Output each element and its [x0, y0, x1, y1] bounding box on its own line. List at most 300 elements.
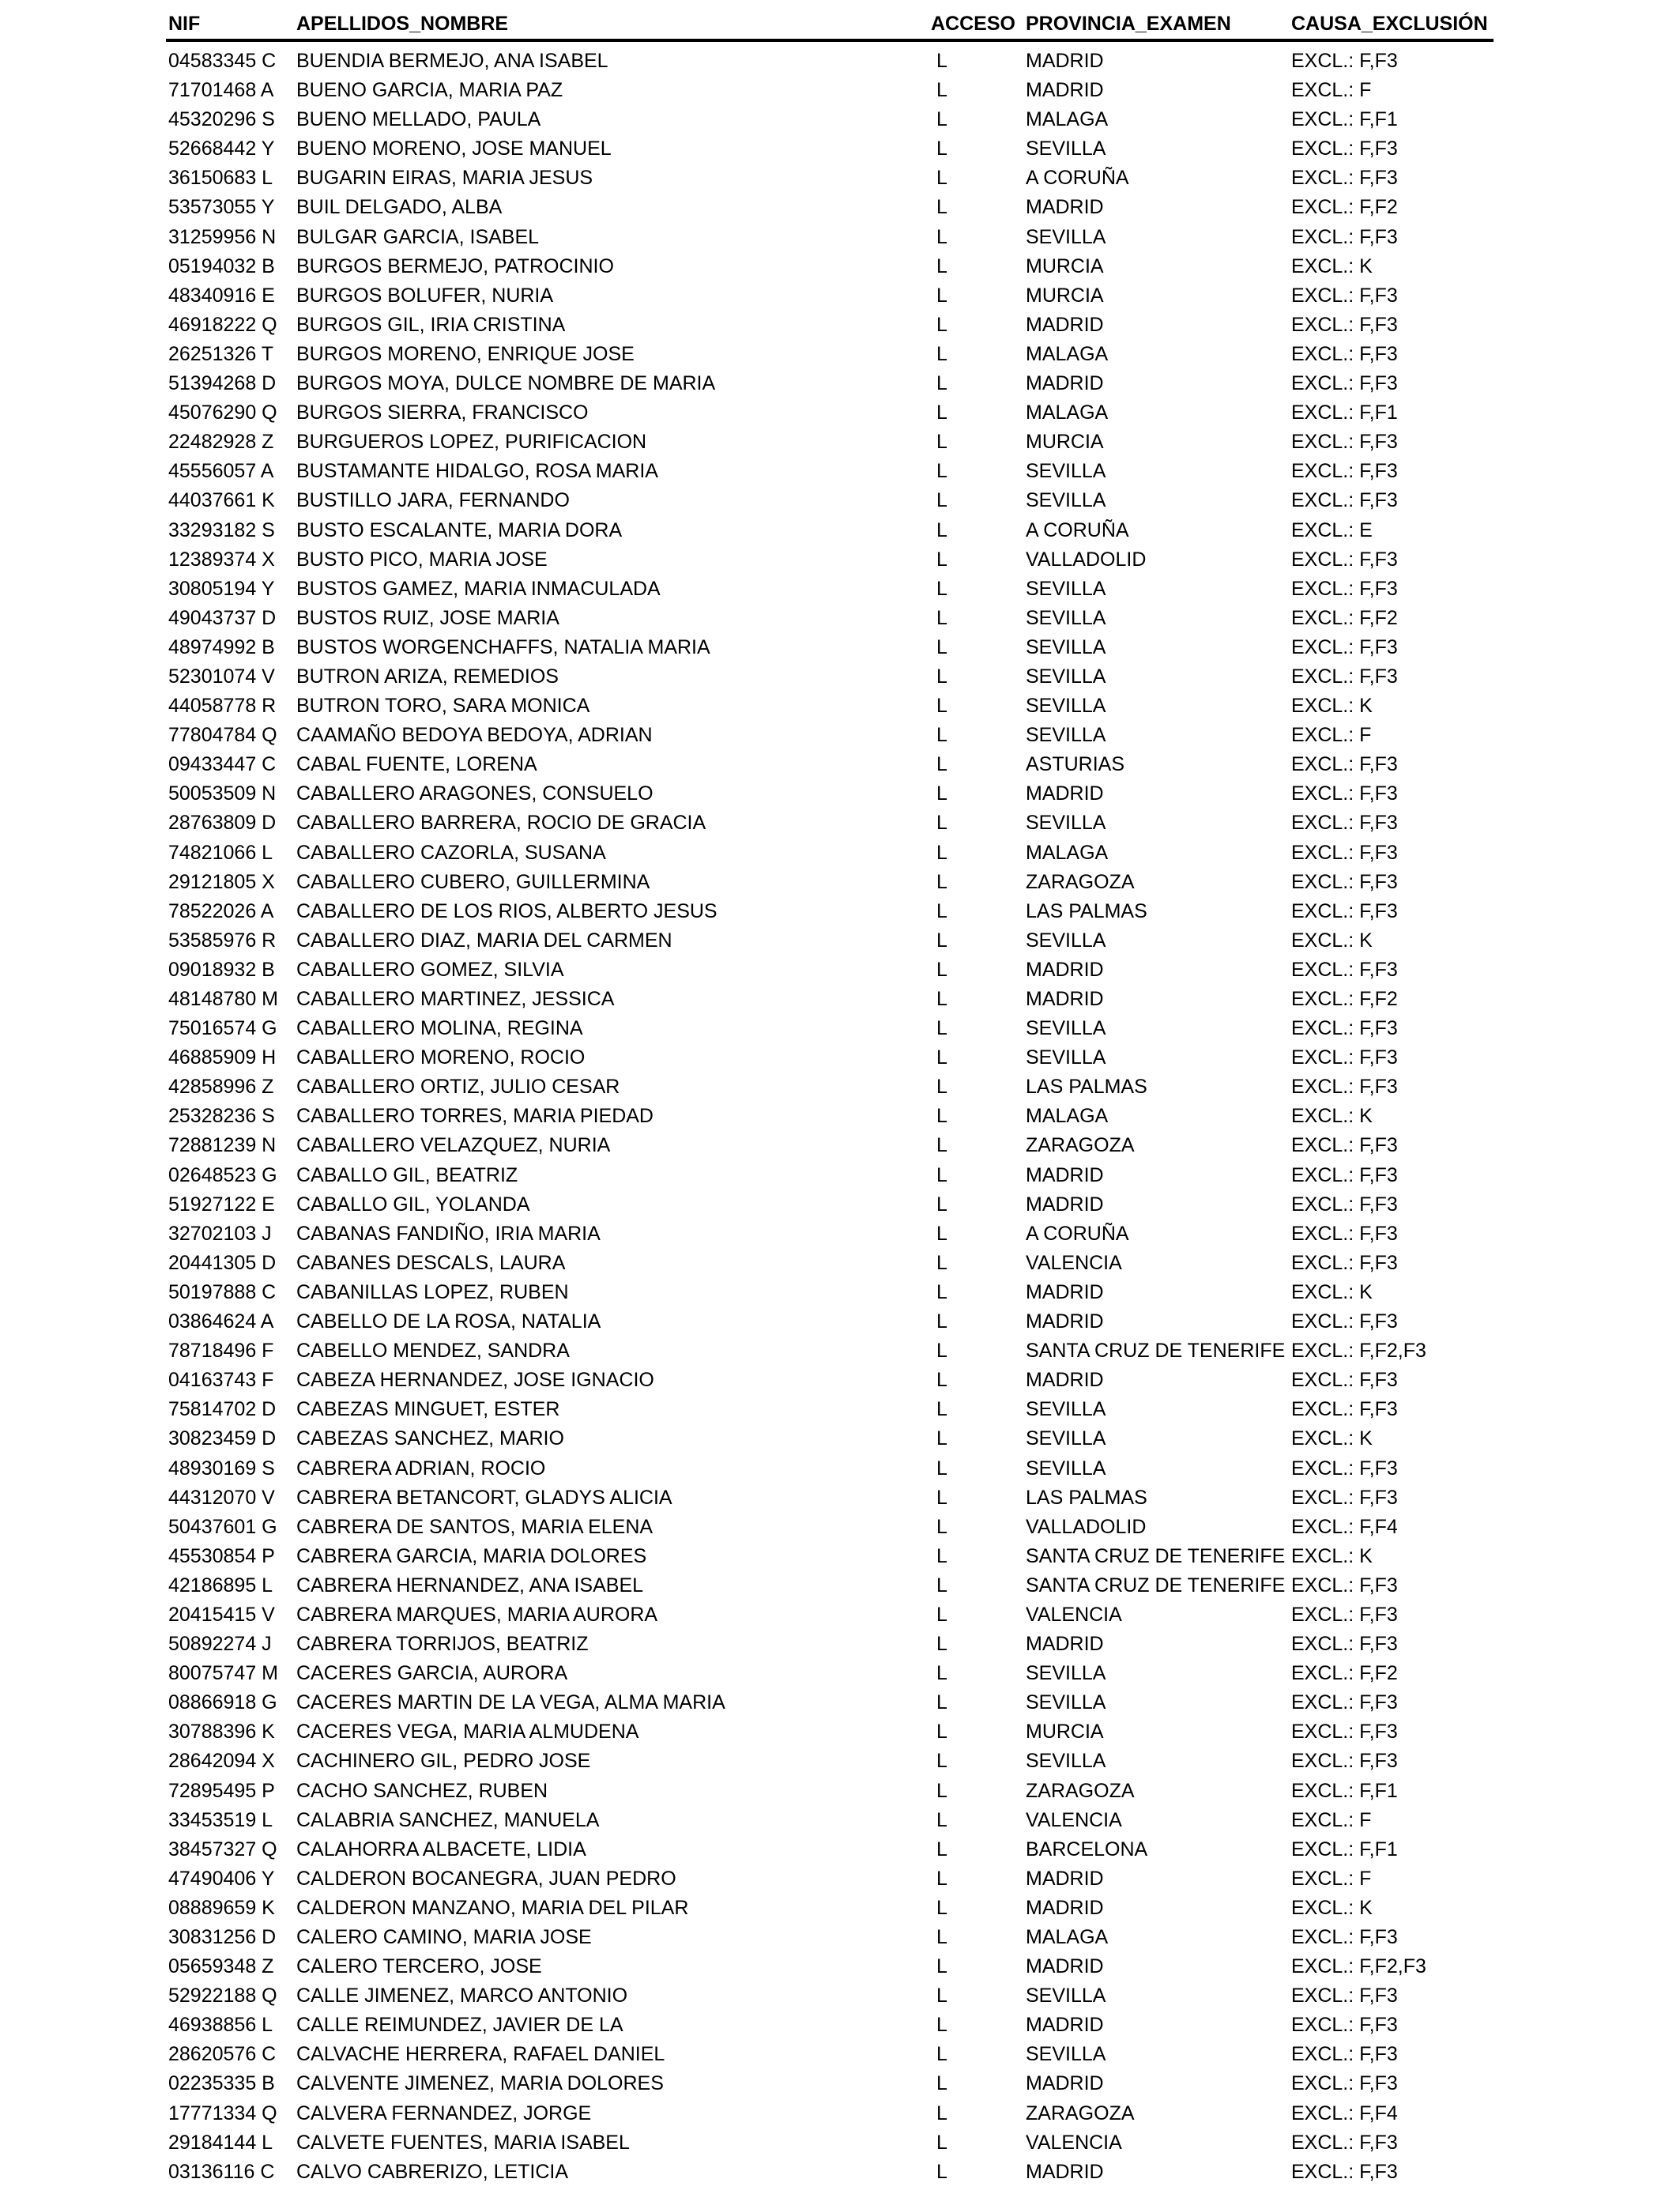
provincia-cell: ASTURIAS [1026, 753, 1125, 776]
acceso-cell: L [936, 577, 947, 600]
table-row [166, 2069, 1494, 2098]
nif-cell: 30788396 K [168, 1721, 275, 1744]
name-cell: CABALLO GIL, YOLANDA [296, 1193, 530, 1216]
table-row [166, 2011, 1494, 2040]
provincia-cell: LAS PALMAS [1026, 1486, 1147, 1509]
name-cell: CABRERA GARCIA, MARIA DOLORES [296, 1544, 647, 1567]
name-cell: CABEZA HERNANDEZ, JOSE IGNACIO [296, 1369, 654, 1392]
provincia-cell: SEVILLA [1026, 635, 1106, 658]
provincia-cell: MALAGA [1026, 841, 1109, 864]
acceso-cell: L [936, 841, 947, 864]
provincia-cell: ZARAGOZA [1026, 2102, 1135, 2124]
acceso-cell: L [936, 753, 947, 776]
causa-cell: EXCL.: F,F3 [1291, 1486, 1398, 1509]
nif-cell: 46885909 H [168, 1046, 277, 1069]
causa-cell: EXCL.: F,F3 [1291, 1398, 1398, 1421]
causa-cell: EXCL.: F,F3 [1291, 753, 1398, 776]
acceso-cell: L [936, 1427, 947, 1450]
provincia-cell: MADRID [1026, 1955, 1104, 1978]
provincia-cell: SEVILLA [1026, 577, 1106, 600]
table-row [166, 1131, 1494, 1160]
causa-cell: EXCL.: K [1291, 1427, 1373, 1450]
nif-cell: 12389374 X [168, 548, 275, 571]
causa-cell: EXCL.: F,F3 [1291, 870, 1398, 893]
causa-cell: EXCL.: K [1291, 1896, 1373, 1919]
causa-cell: EXCL.: F,F3 [1291, 1193, 1398, 1216]
table-row [166, 1336, 1494, 1366]
acceso-cell: L [936, 1896, 947, 1919]
causa-cell: EXCL.: F,F3 [1291, 1251, 1398, 1274]
causa-cell: EXCL.: F,F3 [1291, 665, 1398, 688]
nif-cell: 45076290 Q [168, 401, 277, 424]
causa-cell: EXCL.: F,F1 [1291, 1779, 1398, 1802]
causa-cell: EXCL.: F,F3 [1291, 1046, 1398, 1069]
name-cell: BURGOS MORENO, ENRIQUE JOSE [296, 342, 635, 365]
nif-cell: 28763809 D [168, 812, 277, 835]
table-row [166, 76, 1494, 105]
name-cell: CABALLERO GOMEZ, SILVIA [296, 958, 564, 981]
name-cell: BURGOS BOLUFER, NURIA [296, 284, 554, 307]
provincia-cell: SEVILLA [1026, 724, 1106, 747]
nif-cell: 20441305 D [168, 1251, 277, 1274]
provincia-cell: ZARAGOZA [1026, 870, 1135, 893]
table-row [166, 47, 1494, 76]
acceso-cell: L [936, 50, 947, 72]
name-cell: BUENO GARCIA, MARIA PAZ [296, 79, 563, 102]
acceso-cell: L [936, 2072, 947, 2095]
provincia-cell: SEVILLA [1026, 460, 1106, 483]
acceso-cell: L [936, 1691, 947, 1714]
table-row [166, 545, 1494, 575]
table-row [166, 223, 1494, 252]
causa-cell: EXCL.: K [1291, 929, 1373, 952]
provincia-cell: SEVILLA [1026, 1750, 1106, 1773]
name-cell: BULGAR GARCIA, ISABEL [296, 225, 540, 248]
name-cell: CABRERA TORRIJOS, BEATRIZ [296, 1633, 589, 1656]
nif-cell: 30805194 Y [168, 577, 275, 600]
causa-cell: EXCL.: F,F3 [1291, 899, 1398, 922]
acceso-cell: L [936, 1721, 947, 1744]
table-row [166, 662, 1494, 692]
name-cell: BUSTO ESCALANTE, MARIA DORA [296, 518, 623, 541]
table-row [166, 164, 1494, 193]
name-cell: CACERES VEGA, MARIA ALMUDENA [296, 1721, 639, 1744]
table-row [166, 1659, 1494, 1688]
nif-cell: 45530854 P [168, 1544, 275, 1567]
acceso-cell: L [936, 988, 947, 1010]
provincia-cell: SEVILLA [1026, 929, 1106, 952]
causa-cell: EXCL.: F,F4 [1291, 1515, 1398, 1538]
name-cell: BURGOS BERMEJO, PATROCINIO [296, 254, 614, 277]
acceso-cell: L [936, 1105, 947, 1128]
provincia-cell: MADRID [1026, 1867, 1104, 1890]
nif-cell: 45556057 A [168, 460, 274, 483]
acceso-cell: L [936, 1017, 947, 1040]
name-cell: BURGUEROS LOPEZ, PURIFICACION [296, 431, 647, 454]
table-row [166, 369, 1494, 398]
acceso-cell: L [936, 2102, 947, 2124]
nif-cell: 20415415 V [168, 1603, 275, 1626]
acceso-cell: L [936, 460, 947, 483]
provincia-cell: MALAGA [1026, 401, 1109, 424]
nif-cell: 33293182 S [168, 518, 275, 541]
table-row [166, 839, 1494, 868]
acceso-cell: L [936, 138, 947, 160]
name-cell: CACHINERO GIL, PEDRO JOSE [296, 1750, 591, 1773]
nif-cell: 04163743 F [168, 1369, 274, 1392]
table-row [166, 1220, 1494, 1249]
provincia-cell: SANTA CRUZ DE TENERIFE [1026, 1574, 1286, 1596]
provincia-cell: MADRID [1026, 50, 1104, 72]
table-row [166, 2040, 1494, 2069]
provincia-cell: MADRID [1026, 1369, 1104, 1392]
provincia-cell: VALLADOLID [1026, 548, 1147, 571]
acceso-cell: L [936, 1340, 947, 1363]
name-cell: BUSTOS WORGENCHAFFS, NATALIA MARIA [296, 635, 710, 658]
causa-cell: EXCL.: K [1291, 695, 1373, 718]
acceso-cell: L [936, 548, 947, 571]
causa-cell: EXCL.: F,F3 [1291, 372, 1398, 395]
provincia-cell: SEVILLA [1026, 812, 1106, 835]
provincia-cell: MADRID [1026, 1310, 1104, 1333]
table-row [166, 897, 1494, 926]
acceso-cell: L [936, 1926, 947, 1948]
name-cell: CABALLERO CAZORLA, SUSANA [296, 841, 606, 864]
nif-cell: 33453519 L [168, 1808, 273, 1831]
causa-cell: EXCL.: F,F3 [1291, 138, 1398, 160]
name-cell: CABALLO GIL, BEATRIZ [296, 1163, 518, 1186]
table-row [166, 1864, 1494, 1894]
name-cell: CACERES MARTIN DE LA VEGA, ALMA MARIA [296, 1691, 725, 1714]
acceso-cell: L [936, 1808, 947, 1831]
causa-cell: EXCL.: F [1291, 79, 1372, 102]
provincia-cell: A CORUÑA [1026, 1222, 1129, 1245]
name-cell: CABALLERO ARAGONES, CONSUELO [296, 782, 654, 805]
table-row [166, 2099, 1494, 2128]
nif-cell: 42858996 Z [168, 1076, 274, 1099]
causa-cell: EXCL.: F,F3 [1291, 1163, 1398, 1186]
name-cell: CABALLERO BARRERA, ROCIO DE GRACIA [296, 812, 706, 835]
acceso-cell: L [936, 2043, 947, 2066]
provincia-cell: MURCIA [1026, 284, 1104, 307]
nif-cell: 08866918 G [168, 1691, 277, 1714]
nif-cell: 80075747 M [168, 1662, 279, 1685]
causa-cell: EXCL.: F,F2,F3 [1291, 1340, 1426, 1363]
causa-cell: EXCL.: F,F3 [1291, 2160, 1398, 2183]
causa-cell: EXCL.: F,F3 [1291, 1926, 1398, 1948]
nif-cell: 42186895 L [168, 1574, 273, 1596]
nif-cell: 48340916 E [168, 284, 275, 307]
causa-cell: EXCL.: F,F3 [1291, 2014, 1398, 2037]
provincia-cell: MADRID [1026, 2072, 1104, 2095]
nif-cell: 31259956 N [168, 225, 277, 248]
nif-cell: 44312070 V [168, 1486, 275, 1509]
table-row [166, 1249, 1494, 1278]
table-row [166, 809, 1494, 838]
provincia-cell: LAS PALMAS [1026, 899, 1147, 922]
causa-cell: EXCL.: F,F3 [1291, 1134, 1398, 1157]
provincia-cell: MALAGA [1026, 108, 1109, 131]
acceso-cell: L [936, 1251, 947, 1274]
provincia-cell: VALENCIA [1026, 1808, 1122, 1831]
table-row [166, 1072, 1494, 1102]
table-row [166, 692, 1494, 721]
nif-cell: 78718496 F [168, 1340, 274, 1363]
causa-cell: EXCL.: F,F2 [1291, 1662, 1398, 1685]
name-cell: CABALLERO DIAZ, MARIA DEL CARMEN [296, 929, 672, 952]
name-cell: BUSTILLO JARA, FERNANDO [296, 489, 570, 512]
name-cell: CABALLERO VELAZQUEZ, NURIA [296, 1134, 611, 1157]
provincia-cell: MADRID [1026, 2160, 1104, 2183]
table-row [166, 1424, 1494, 1453]
name-cell: CABANES DESCALS, LAURA [296, 1251, 566, 1274]
acceso-cell: L [936, 958, 947, 981]
nif-cell: 75016574 G [168, 1017, 277, 1040]
provincia-cell: MADRID [1026, 988, 1104, 1010]
acceso-cell: L [936, 1867, 947, 1890]
name-cell: BUSTOS GAMEZ, MARIA INMACULADA [296, 577, 661, 600]
table-row [166, 398, 1494, 428]
provincia-cell: SEVILLA [1026, 138, 1106, 160]
causa-cell: EXCL.: F,F3 [1291, 1369, 1398, 1392]
provincia-cell: MADRID [1026, 782, 1104, 805]
header-apellidos-nombre: APELLIDOS_NOMBRE [296, 13, 509, 35]
acceso-cell: L [936, 518, 947, 541]
name-cell: CALDERON BOCANEGRA, JUAN PEDRO [296, 1867, 676, 1890]
table-row [166, 281, 1494, 311]
nif-cell: 46918222 Q [168, 313, 277, 336]
causa-cell: EXCL.: K [1291, 254, 1373, 277]
causa-cell: EXCL.: F,F1 [1291, 401, 1398, 424]
provincia-cell: MURCIA [1026, 431, 1104, 454]
name-cell: CABANAS FANDIÑO, IRIA MARIA [296, 1222, 601, 1245]
name-cell: CALVO CABRERIZO, LETICIA [296, 2160, 569, 2183]
table-row [166, 1894, 1494, 1923]
causa-cell: EXCL.: F,F3 [1291, 1076, 1398, 1099]
provincia-cell: MURCIA [1026, 254, 1104, 277]
acceso-cell: L [936, 225, 947, 248]
name-cell: CAAMAÑO BEDOYA BEDOYA, ADRIAN [296, 724, 653, 747]
name-cell: BURGOS GIL, IRIA CRISTINA [296, 313, 566, 336]
table-row [166, 1600, 1494, 1630]
name-cell: CALVACHE HERRERA, RAFAEL DANIEL [296, 2043, 665, 2066]
acceso-cell: L [936, 724, 947, 747]
provincia-cell: MADRID [1026, 79, 1104, 102]
nif-cell: 45320296 S [168, 108, 275, 131]
nif-cell: 02235335 B [168, 2072, 275, 2095]
acceso-cell: L [936, 1544, 947, 1567]
acceso-cell: L [936, 489, 947, 512]
table-row [166, 2128, 1494, 2158]
name-cell: CALVENTE JIMENEZ, MARIA DOLORES [296, 2072, 664, 2095]
causa-cell: EXCL.: F,F3 [1291, 431, 1398, 454]
causa-cell: EXCL.: F,F3 [1291, 1222, 1398, 1245]
causa-cell: EXCL.: F,F3 [1291, 313, 1398, 336]
acceso-cell: L [936, 1515, 947, 1538]
table-row [166, 1571, 1494, 1600]
causa-cell: EXCL.: F,F3 [1291, 1603, 1398, 1626]
name-cell: CALDERON MANZANO, MARIA DEL PILAR [296, 1896, 689, 1919]
nif-cell: 48148780 M [168, 988, 279, 1010]
acceso-cell: L [936, 342, 947, 365]
table-row [166, 926, 1494, 956]
name-cell: CABALLERO CUBERO, GUILLERMINA [296, 870, 650, 893]
nif-cell: 52668442 Y [168, 138, 275, 160]
name-cell: CALABRIA SANCHEZ, MANUELA [296, 1808, 600, 1831]
header-causa-exclusion: CAUSA_EXCLUSIÓN [1291, 13, 1488, 35]
nif-cell: 74821066 L [168, 841, 273, 864]
table-row [166, 1923, 1494, 1952]
nif-cell: 03864624 A [168, 1310, 274, 1333]
provincia-cell: SEVILLA [1026, 1691, 1106, 1714]
causa-cell: EXCL.: F,F3 [1291, 460, 1398, 483]
causa-cell: EXCL.: F [1291, 724, 1372, 747]
table-row [166, 750, 1494, 779]
provincia-cell: BARCELONA [1026, 1838, 1148, 1860]
acceso-cell: L [936, 606, 947, 629]
nif-cell: 08889659 K [168, 1896, 275, 1919]
table-row [166, 1717, 1494, 1747]
header-nif: NIF [168, 13, 201, 35]
acceso-cell: L [936, 1603, 947, 1626]
causa-cell: EXCL.: F [1291, 1808, 1372, 1831]
nif-cell: 48930169 S [168, 1457, 275, 1480]
provincia-cell: SEVILLA [1026, 1985, 1106, 2007]
table-row [166, 516, 1494, 545]
table-row [166, 1307, 1494, 1336]
nif-cell: 26251326 T [168, 342, 273, 365]
provincia-cell: MURCIA [1026, 1721, 1104, 1744]
provincia-cell: SEVILLA [1026, 1398, 1106, 1421]
name-cell: CABALLERO MORENO, ROCIO [296, 1046, 586, 1069]
name-cell: CABRERA BETANCORT, GLADYS ALICIA [296, 1486, 672, 1509]
table-row [166, 1777, 1494, 1806]
nif-cell: 30823459 D [168, 1427, 277, 1450]
nif-cell: 75814702 D [168, 1398, 277, 1421]
name-cell: CABALLERO ORTIZ, JULIO CESAR [296, 1076, 620, 1099]
table-row [166, 1102, 1494, 1131]
name-cell: CABRERA MARQUES, MARIA AURORA [296, 1603, 658, 1626]
provincia-cell: MADRID [1026, 958, 1104, 981]
acceso-cell: L [936, 1193, 947, 1216]
name-cell: CABAL FUENTE, LORENA [296, 753, 537, 776]
causa-cell: EXCL.: F,F3 [1291, 342, 1398, 365]
acceso-cell: L [936, 1310, 947, 1333]
acceso-cell: L [936, 1280, 947, 1303]
name-cell: CABRERA DE SANTOS, MARIA ELENA [296, 1515, 654, 1538]
nif-cell: 30831256 D [168, 1926, 277, 1948]
acceso-cell: L [936, 1750, 947, 1773]
acceso-cell: L [936, 313, 947, 336]
nif-cell: 72881239 N [168, 1134, 277, 1157]
name-cell: CABALLERO MARTINEZ, JESSICA [296, 988, 615, 1010]
acceso-cell: L [936, 1369, 947, 1392]
table-body [166, 47, 1494, 2187]
table-row [166, 1952, 1494, 1981]
name-cell: CABALLERO MOLINA, REGINA [296, 1017, 583, 1040]
nif-cell: 46938856 L [168, 2014, 273, 2037]
name-cell: CACERES GARCIA, AURORA [296, 1662, 568, 1685]
name-cell: BUIL DELGADO, ALBA [296, 196, 503, 219]
causa-cell: EXCL.: F,F3 [1291, 1721, 1398, 1744]
table-row [166, 985, 1494, 1014]
name-cell: CABALLERO DE LOS RIOS, ALBERTO JESUS [296, 899, 718, 922]
table-row [166, 1542, 1494, 1571]
name-cell: CACHO SANCHEZ, RUBEN [296, 1779, 548, 1802]
nif-cell: 53573055 Y [168, 196, 275, 219]
acceso-cell: L [936, 1163, 947, 1186]
nif-cell: 09018932 B [168, 958, 275, 981]
nif-cell: 78522026 A [168, 899, 274, 922]
nif-cell: 05659348 Z [168, 1955, 274, 1978]
table-row [166, 340, 1494, 369]
causa-cell: EXCL.: F,F3 [1291, 1691, 1398, 1714]
name-cell: CABEZAS MINGUET, ESTER [296, 1398, 560, 1421]
acceso-cell: L [936, 1134, 947, 1157]
nif-cell: 50437601 G [168, 1515, 277, 1538]
nif-cell: 50053509 N [168, 782, 277, 805]
nif-cell: 50892274 J [168, 1633, 272, 1656]
provincia-cell: MADRID [1026, 1896, 1104, 1919]
causa-cell: EXCL.: F,F3 [1291, 167, 1398, 190]
name-cell: BURGOS SIERRA, FRANCISCO [296, 401, 589, 424]
nif-cell: 09433447 C [168, 753, 277, 776]
causa-cell: EXCL.: E [1291, 518, 1373, 541]
nif-cell: 44037661 K [168, 489, 275, 512]
acceso-cell: L [936, 2160, 947, 2183]
nif-cell: 53585976 R [168, 929, 277, 952]
table-row [166, 1630, 1494, 1659]
causa-cell: EXCL.: F [1291, 1867, 1372, 1890]
table-row [166, 1190, 1494, 1220]
name-cell: CABELLO MENDEZ, SANDRA [296, 1340, 570, 1363]
name-cell: CABALLERO TORRES, MARIA PIEDAD [296, 1105, 654, 1128]
nif-cell: 51394268 D [168, 372, 277, 395]
nif-cell: 29121805 X [168, 870, 275, 893]
name-cell: BUENDIA BERMEJO, ANA ISABEL [296, 50, 608, 72]
acceso-cell: L [936, 695, 947, 718]
provincia-cell: MADRID [1026, 196, 1104, 219]
nif-cell: 49043737 D [168, 606, 277, 629]
table-row [166, 1454, 1494, 1483]
nif-cell: 22482928 Z [168, 431, 274, 454]
name-cell: BUENO MORENO, JOSE MANUEL [296, 138, 612, 160]
acceso-cell: L [936, 899, 947, 922]
acceso-cell: L [936, 1633, 947, 1656]
causa-cell: EXCL.: F,F3 [1291, 548, 1398, 571]
causa-cell: EXCL.: F,F3 [1291, 284, 1398, 307]
nif-cell: 44058778 R [168, 695, 277, 718]
provincia-cell: SANTA CRUZ DE TENERIFE [1026, 1340, 1286, 1363]
name-cell: CABELLO DE LA ROSA, NATALIA [296, 1310, 601, 1333]
table-row [166, 604, 1494, 633]
acceso-cell: L [936, 1398, 947, 1421]
name-cell: CALAHORRA ALBACETE, LIDIA [296, 1838, 586, 1860]
nif-cell: 50197888 C [168, 1280, 277, 1303]
table-row [166, 1688, 1494, 1717]
causa-cell: EXCL.: F,F3 [1291, 1457, 1398, 1480]
provincia-cell: LAS PALMAS [1026, 1076, 1147, 1099]
nif-cell: 17771334 Q [168, 2102, 277, 2124]
name-cell: CALERO TERCERO, JOSE [296, 1955, 542, 1978]
table-row [166, 252, 1494, 281]
provincia-cell: MADRID [1026, 313, 1104, 336]
acceso-cell: L [936, 665, 947, 688]
name-cell: CALERO CAMINO, MARIA JOSE [296, 1926, 592, 1948]
nif-cell: 36150683 L [168, 167, 273, 190]
exclusion-list-sheet [166, 9, 1494, 2187]
provincia-cell: MALAGA [1026, 342, 1109, 365]
